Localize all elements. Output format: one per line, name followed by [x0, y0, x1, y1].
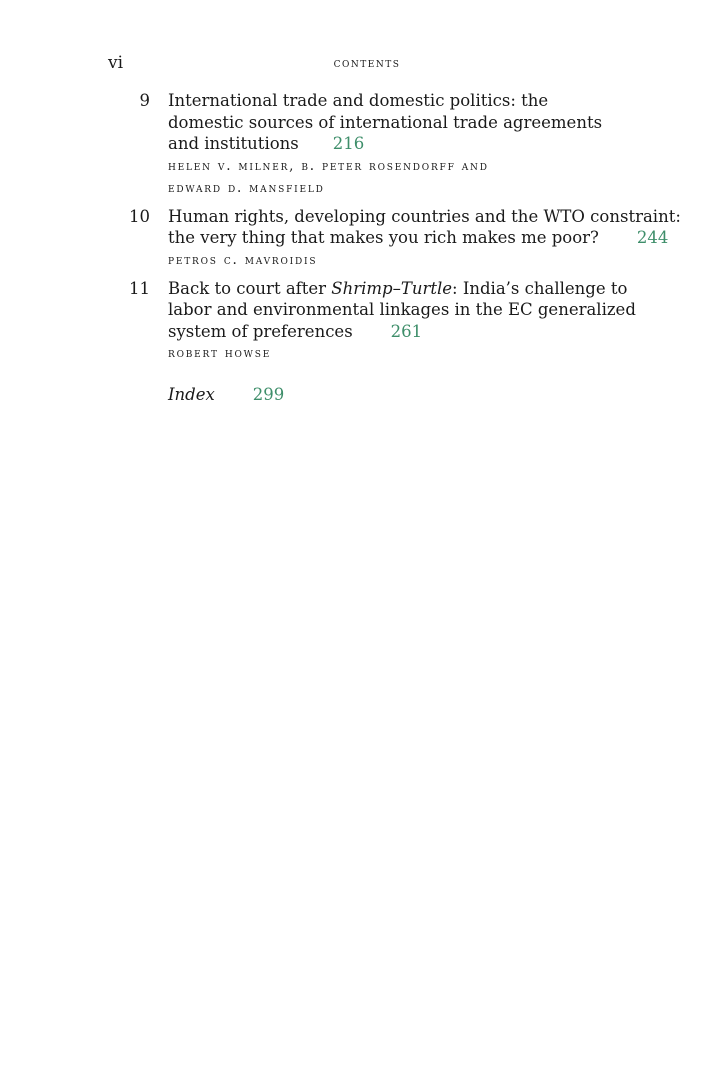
- title-text: and institutions: [168, 134, 299, 153]
- author-line: helen v. milner, b. peter rosendorff and: [168, 157, 489, 174]
- author-line: petros c. mavroidis: [168, 251, 318, 268]
- page-reference: 261: [390, 321, 423, 341]
- toc-entry-chapter-11: [0, 278, 718, 365]
- entry-body: [168, 90, 638, 199]
- title-line: International trade and domestic politics: the: [168, 91, 549, 110]
- chapter-number: 10: [129, 206, 150, 226]
- chapter-title: [168, 278, 638, 343]
- table-of-contents: [0, 90, 718, 406]
- toc-entry-chapter-10: [0, 206, 718, 271]
- index-label: Index: [168, 385, 215, 404]
- title-text: the very thing that makes you rich makes me poor?: [168, 228, 599, 247]
- chapter-number: 9: [139, 91, 150, 110]
- page-reference: 244: [636, 228, 669, 247]
- title-line-last: [168, 133, 638, 155]
- page-reference: 299: [252, 385, 285, 404]
- title-text: system of preferences: [168, 321, 353, 341]
- title-italic: Shrimp–Turtle: [331, 278, 453, 298]
- title-line: labor and environmental linkages in the EC generalized: [168, 300, 636, 319]
- chapter-number: 11: [129, 278, 150, 298]
- chapter-title: [168, 206, 681, 249]
- toc-entry-index: [168, 384, 718, 406]
- page-number: vi: [108, 53, 124, 73]
- title-line: [168, 278, 638, 300]
- chapter-authors: [168, 249, 638, 271]
- entry-body: [168, 278, 638, 365]
- running-head: contents: [333, 56, 401, 71]
- chapter-title: [168, 90, 638, 155]
- chapter-authors: [168, 342, 638, 364]
- author-line: edward d. mansfield: [168, 179, 325, 196]
- title-line-last: [168, 321, 638, 343]
- chapter-authors: [168, 155, 638, 199]
- title-line: Human rights, developing countries and the WTO constraint:: [168, 206, 681, 226]
- author-line: robert howse: [168, 345, 272, 361]
- title-line-last: [168, 227, 669, 249]
- page-reference: 216: [332, 134, 365, 153]
- title-line: domestic sources of international trade agreements: [168, 112, 603, 132]
- title-suffix: : India’s challenge to: [452, 278, 628, 298]
- title-prefix: Back to court after: [168, 278, 332, 298]
- entry-body: [168, 206, 681, 271]
- toc-entry-chapter-9: [0, 90, 718, 199]
